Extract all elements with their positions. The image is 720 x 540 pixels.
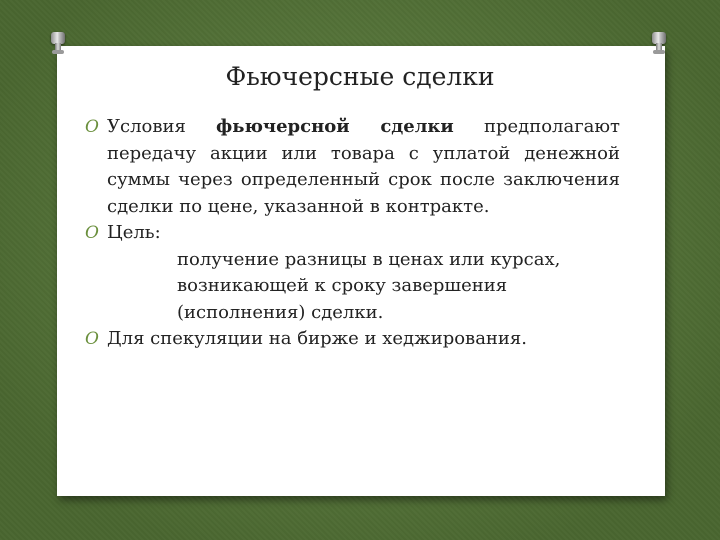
slide-title: Фьючерсные сделки bbox=[225, 62, 495, 91]
sub-line: возникающей к сроку завершения bbox=[177, 275, 508, 296]
bullet-text: Для спекуляции на бирже и хеджирования. bbox=[107, 328, 527, 349]
bold-term: фьючерсной сделки bbox=[216, 116, 454, 137]
pushpin-icon bbox=[51, 32, 65, 54]
bullet-item bbox=[85, 114, 620, 220]
bullet-marker-icon: O bbox=[85, 223, 99, 243]
slide-content bbox=[85, 114, 620, 353]
sub-line: получение разницы в ценах или курсах, bbox=[177, 248, 561, 270]
pushpin-icon bbox=[652, 32, 666, 54]
bullet-text: Условия фьючерсной сделки предполагают передачу акции или товара с уплатой денежной суммы через определенный срок после заключения сделки по цене, указанной в контракте. bbox=[107, 116, 620, 217]
bullet-marker-icon: O bbox=[85, 117, 99, 137]
bullet-marker-icon: O bbox=[85, 329, 99, 349]
bullet-label: Цель: bbox=[107, 222, 161, 243]
bullet-item bbox=[85, 220, 620, 326]
bullet-item bbox=[85, 326, 620, 353]
sub-line: (исполнения) сделки. bbox=[177, 301, 384, 323]
